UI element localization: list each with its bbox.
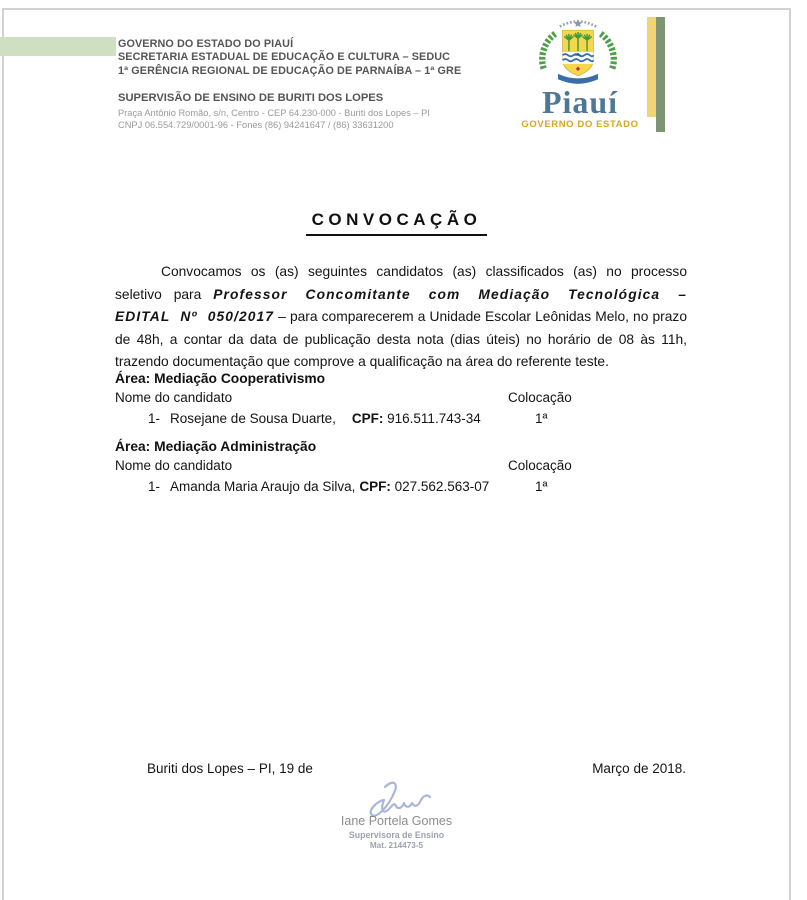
- paragraph-rest: – para comparecerem a Unidade Escolar Leônidas Melo, no prazo de 48h, a contar da data de publicação desta nota (dias úteis) no horário de 08 às 11h, trazendo documentação que comprove a qualificação na área do referente teste.: [115, 309, 688, 370]
- cnpj-phones-line: CNPJ 06.554.729/0001-96 - Fones (86) 94241647 / (86) 33631200: [118, 120, 394, 131]
- org-line-2: SECRETARIA ESTADUAL DE EDUCAÇÃO E CULTURA – SEDUC: [118, 51, 451, 64]
- cpf-label: CPF:: [359, 479, 391, 494]
- piaui-coat-of-arms-icon: [528, 12, 628, 92]
- piaui-government-label: GOVERNO DO ESTADO: [521, 119, 639, 130]
- paragraph-intro: Convocamos os (as) seguintes candidatos (as) classificados (as) no processo seletivo para: [115, 264, 687, 302]
- signature-block: [0, 778, 793, 851]
- title-row: [0, 210, 793, 236]
- candidate-index: 1-: [148, 479, 161, 494]
- candidate-sections: [115, 370, 690, 496]
- cpf-label: CPF:: [351, 411, 384, 426]
- area-heading: Área: Mediação Administração: [115, 439, 317, 454]
- address-line: Praça Antônio Romão, s/n, Centro - CEP 64.230-000 - Buriti dos Lopes – PI: [118, 108, 430, 119]
- candidate-name: Rosejane de Sousa Duarte,: [170, 411, 336, 426]
- candidate-row: [115, 478, 690, 496]
- area-heading: Área: Mediação Cooperativismo: [115, 371, 326, 386]
- candidate-rank: 1ª: [535, 411, 548, 426]
- cpf-value: 027.562.563-07: [394, 479, 490, 494]
- paragraph-emphasis: Professor Concomitante com Mediação Tecnológica – EDITAL Nº 050/2017: [115, 286, 687, 325]
- column-name-label: Nome do candidato: [115, 390, 233, 405]
- candidate-row: [115, 410, 690, 428]
- vertical-stripe-green-icon: [656, 17, 665, 132]
- vertical-stripe-yellow-icon: [647, 17, 656, 117]
- org-line-3: 1ª GERÊNCIA REGIONAL DE EDUCAÇÃO DE PARNAÍBA – 1ª GRE: [118, 64, 462, 77]
- cpf-value: 916.511.743-34: [387, 411, 481, 426]
- column-rank-label: Colocação: [508, 390, 572, 405]
- header-accent-bar: [0, 37, 116, 56]
- body-paragraph: [115, 261, 687, 374]
- section-mediacao-cooperativismo: [115, 370, 690, 428]
- signer-role: Supervisora de Ensino: [348, 830, 445, 840]
- department-line: SUPERVISÃO DE ENSINO DE BURITI DOS LOPES: [118, 92, 384, 105]
- date-place-line: Buriti dos Lopes – PI, 19 de: [147, 761, 313, 776]
- date-month-year: Março de 2018.: [592, 761, 686, 776]
- columns-header-row: [115, 457, 690, 475]
- candidate-rank: 1ª: [535, 479, 548, 494]
- signer-registration: Mat. 214473-5: [369, 841, 424, 850]
- column-name-label: Nome do candidato: [115, 458, 233, 473]
- letterhead: [118, 38, 461, 132]
- candidate-name: Amanda Maria Araujo da Silva,: [170, 479, 356, 494]
- signer-name: Iane Portela Gomes: [340, 814, 453, 828]
- section-mediacao-administracao: [115, 438, 690, 496]
- piaui-wordmark: Piauí: [541, 84, 619, 120]
- candidate-index: 1-: [148, 411, 161, 426]
- columns-header-row: [115, 389, 690, 407]
- page-title: CONVOCAÇÃO: [306, 210, 488, 236]
- org-line-1: GOVERNO DO ESTADO DO PIAUÍ: [118, 38, 294, 50]
- column-rank-label: Colocação: [508, 458, 572, 473]
